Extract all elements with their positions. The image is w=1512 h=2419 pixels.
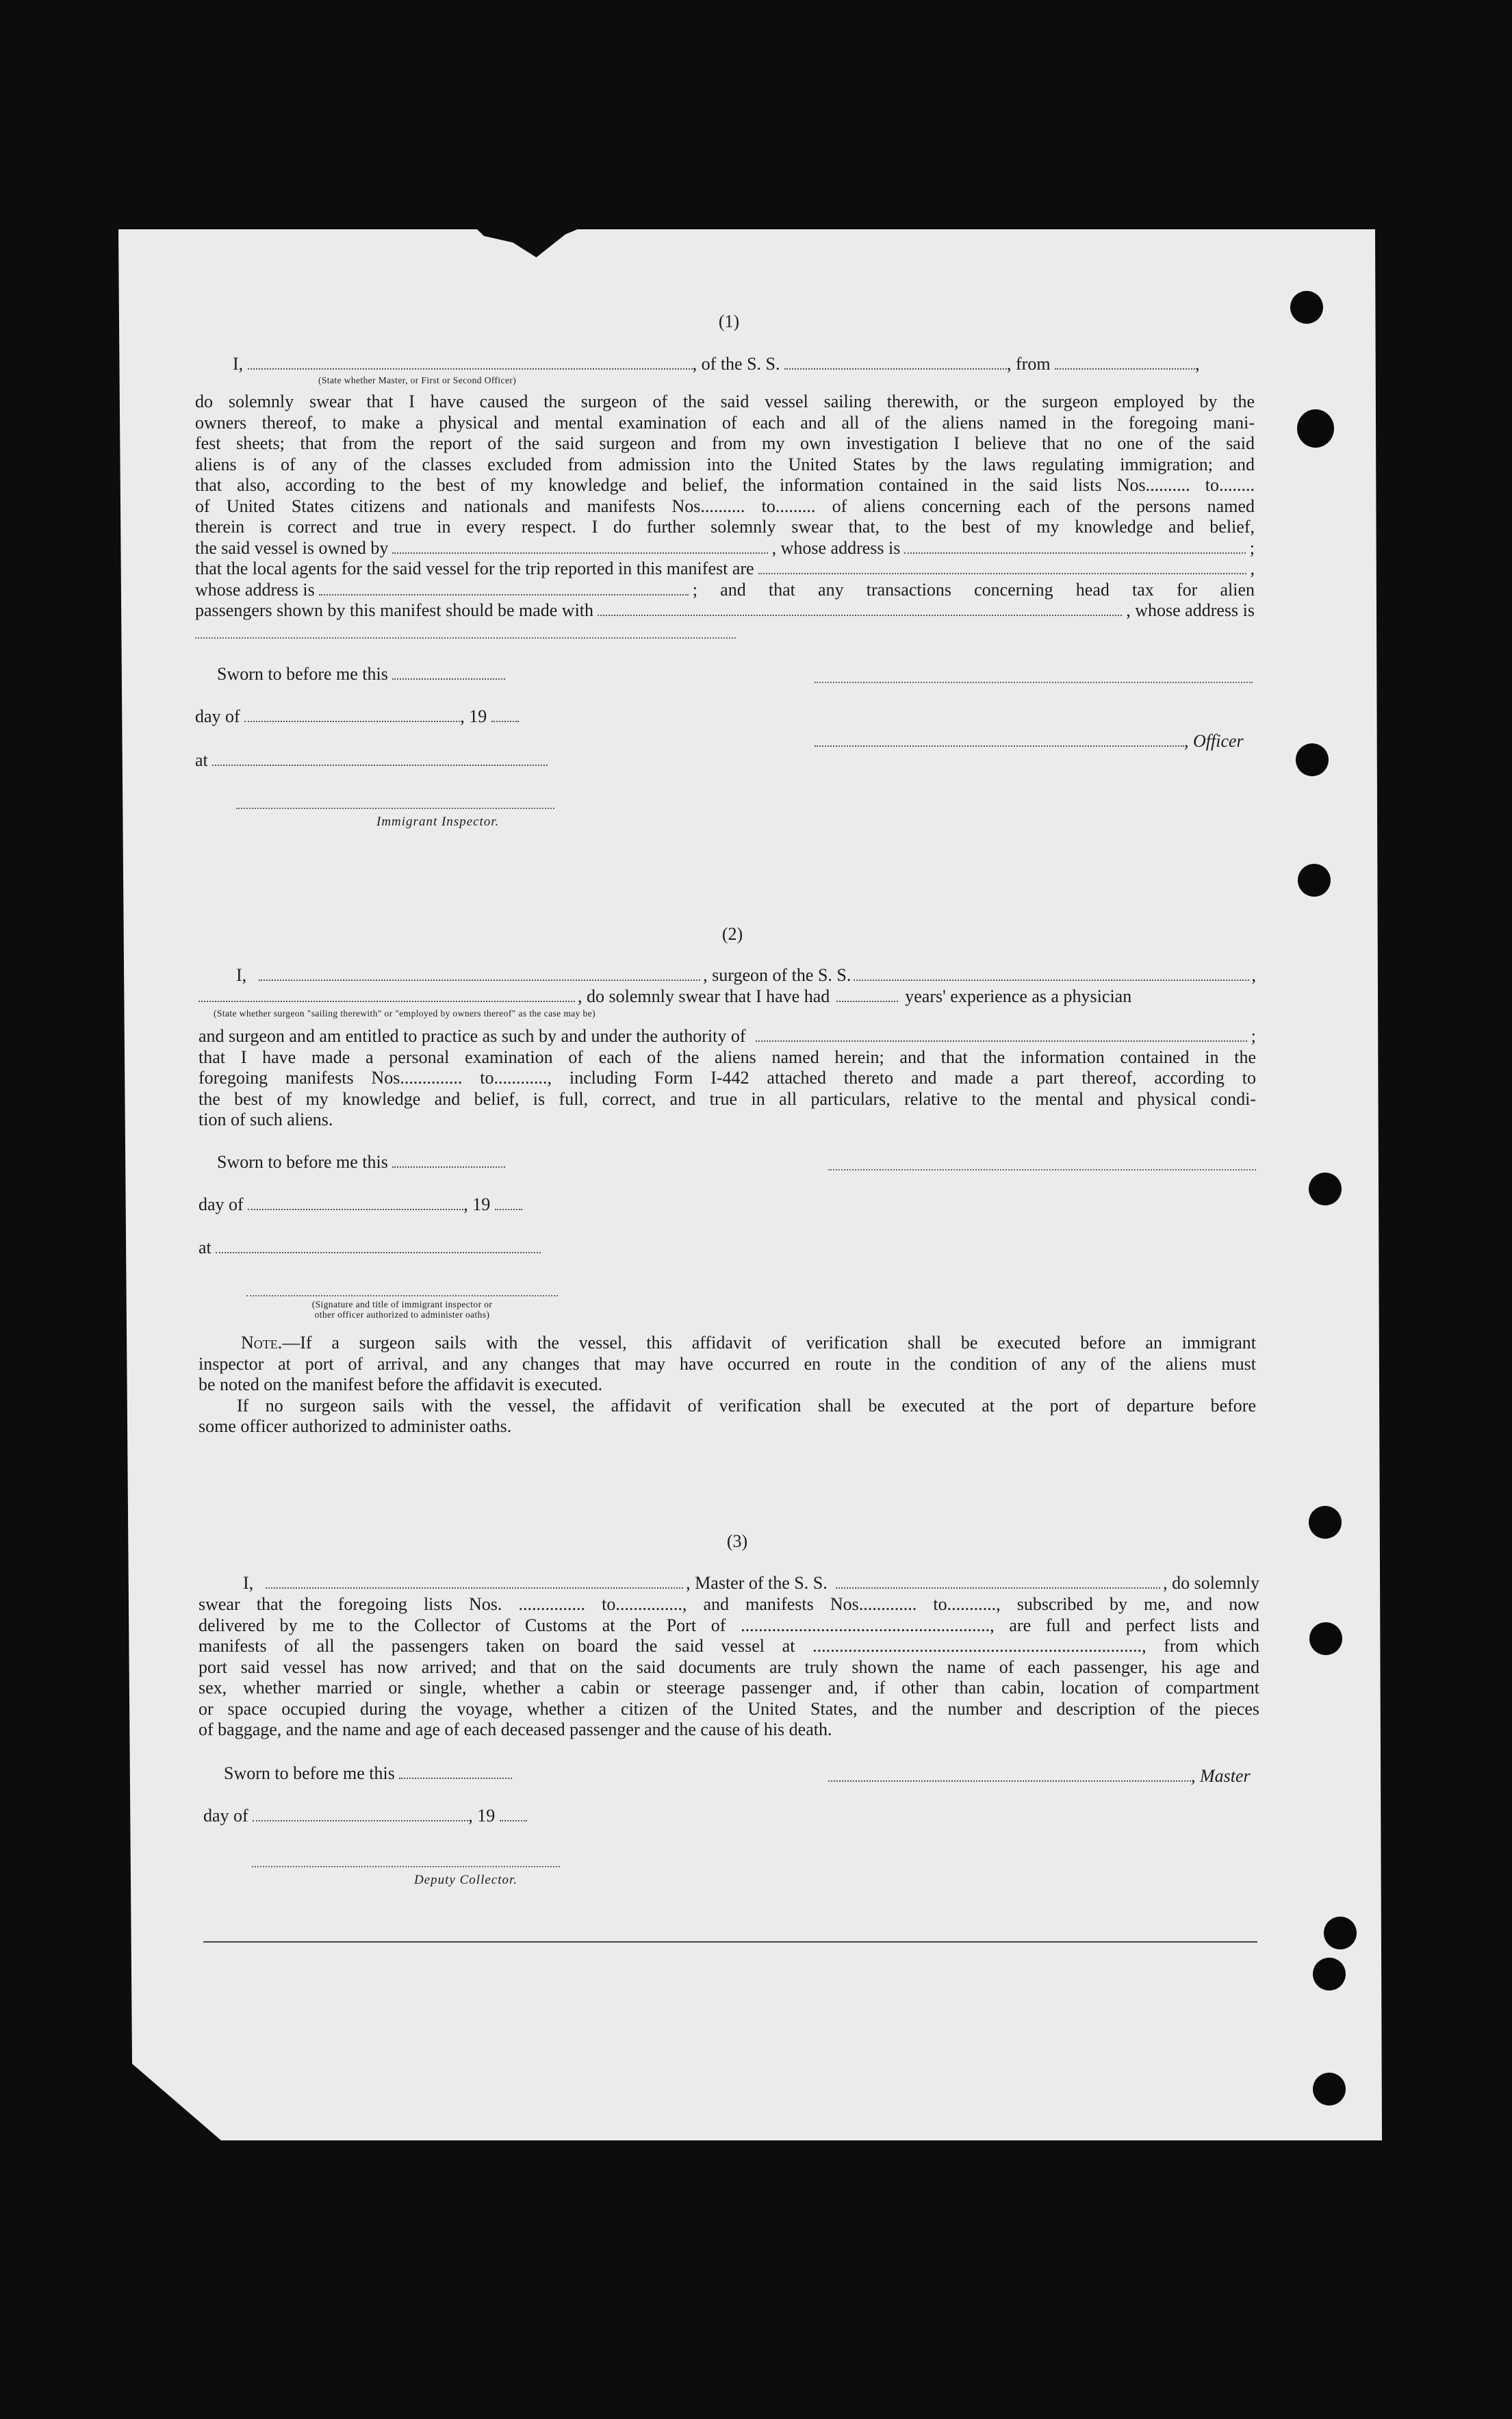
body-line: of United States citizens and nationals and manifests Nos.......... to......... of aliens concerning each of the persons named: [195, 496, 1255, 516]
body-line: or space occupied during the voyage, whether a citizen of the United States, and the number and description of the pieces: [198, 1698, 1259, 1719]
note2-line: If no surgeon sails with the vessel, the affidavit of verification shall be executed at the port of departure before: [237, 1395, 1256, 1416]
year-field-3[interactable]: [500, 1808, 527, 1821]
head-tax-party-field[interactable]: [598, 602, 1122, 616]
text: ;: [1249, 537, 1255, 558]
sworn-date-field[interactable]: [392, 666, 505, 680]
place-field-2[interactable]: [216, 1240, 541, 1253]
body-line: manifests of all the passengers taken on board the said vessel at .........................................................................., from which: [198, 1636, 1259, 1656]
text: I,: [243, 1573, 254, 1593]
text: , 19: [460, 706, 487, 726]
inspector-signature-line-2[interactable]: [246, 1295, 558, 1296]
text: other officer authorized to administer oaths): [314, 1309, 490, 1320]
collector-label: Deputy Collector.: [414, 1873, 518, 1887]
section2-line1: [236, 965, 1256, 986]
address-continuation-line[interactable]: [195, 637, 736, 639]
text: , surgeon of the S. S.: [703, 965, 851, 985]
signature-line[interactable]: [815, 682, 1253, 683]
note-line: be noted on the manifest before the affidavit is executed.: [198, 1374, 603, 1394]
text: , do solemnly swear that I have had: [578, 986, 830, 1006]
surgeon-name-field[interactable]: [259, 967, 700, 981]
section1-sworn: [217, 664, 505, 685]
text: years' experience as a physician: [905, 986, 1132, 1006]
body-line: of baggage, and the name and age of each deceased passenger and the cause of his death.: [198, 1719, 832, 1739]
text: , 19: [463, 1194, 491, 1214]
signature-caption: [233, 1299, 572, 1320]
collector-signature-line[interactable]: [252, 1866, 560, 1867]
sworn-date-field-3[interactable]: [399, 1765, 512, 1779]
text: , 19: [468, 1806, 496, 1826]
body-line: port said vessel has now arrived; and that on the said documents are truly shown the name of each passenger, his age and: [198, 1656, 1259, 1677]
text: , do solemnly: [1163, 1573, 1259, 1593]
text: day of: [195, 706, 240, 726]
officer-name-field[interactable]: [248, 356, 693, 370]
punch-hole: [1313, 1958, 1346, 1991]
text: day of: [203, 1806, 248, 1826]
punch-hole: [1290, 291, 1323, 324]
passengers-line: [195, 600, 1255, 622]
body-line: the best of my knowledge and belief, is full, correct, and true in all particulars, relative to the mental and physical condi-: [198, 1088, 1256, 1109]
place-field[interactable]: [212, 752, 548, 766]
section3-heading: (3): [726, 1531, 748, 1551]
body-line: fest sheets; that from the report of the said surgeon and from my own investigation I believe that no one of the said: [195, 433, 1255, 453]
text: Sworn to before me this: [224, 1763, 395, 1783]
text: and surgeon and am entitled to practice as such by and under the authority of: [198, 1026, 746, 1046]
text: at: [198, 1238, 212, 1257]
master-signature-field[interactable]: [828, 1768, 1191, 1782]
text: , of the S. S.: [692, 354, 780, 374]
section3-line1: [243, 1573, 1259, 1594]
years-experience-field[interactable]: [836, 988, 898, 1002]
body-line: therein is correct and true in every respect. I do further solemnly swear that, to the best of my knowledge and belief,: [195, 517, 1255, 537]
ship-name-field[interactable]: [784, 356, 1007, 370]
section1-body: [195, 392, 1255, 622]
punch-hole: [1297, 409, 1334, 448]
month-field-2[interactable]: [248, 1196, 463, 1210]
surgeon-signature-line[interactable]: [828, 1169, 1256, 1170]
body-line: sex, whether married or single, whether a cabin or steerage passenger and, if other than cabin, location of compartment: [198, 1678, 1259, 1698]
officer-signature-field[interactable]: [815, 733, 1184, 747]
punch-hole: [1309, 1622, 1342, 1655]
section2-heading: (2): [721, 924, 743, 944]
section2-at: [198, 1238, 541, 1259]
authority-field[interactable]: [756, 1028, 1247, 1042]
text: at: [195, 750, 208, 770]
body-line: swear that the foregoing lists Nos. ............... to..............., and manifests Nos............. to..........., subscribed by me, and now: [198, 1594, 1259, 1614]
text: ;: [1251, 1026, 1256, 1046]
surgeon-caption: (State whether surgeon "sailing therewith" or "employed by owners thereof" as the case may be): [214, 1008, 595, 1019]
punch-hole: [1298, 864, 1331, 897]
body-line: foregoing manifests Nos.............. to............, including Form I-442 attached thereto and made a part thereof, according to: [198, 1068, 1256, 1088]
body-line: that I have made a personal examination of each of the aliens named herein; and that the information contained in the: [198, 1047, 1256, 1067]
note-line: inspector at port of arrival, and any changes that may have occurred en route in the condition of any of the aliens must: [198, 1353, 1256, 1374]
section1-day: [195, 706, 519, 728]
ship-name-field-2[interactable]: [854, 967, 1248, 981]
punch-hole: [1313, 2073, 1346, 2106]
text: ,: [1195, 354, 1200, 374]
authority-line: [198, 1026, 1256, 1047]
punch-hole: [1309, 1506, 1342, 1539]
text: , Master: [1191, 1766, 1251, 1786]
text: , whose address is: [1126, 600, 1255, 620]
section2-day: [198, 1194, 522, 1216]
text: , from: [1007, 354, 1051, 374]
month-field-3[interactable]: [253, 1808, 468, 1821]
origin-port-field[interactable]: [1055, 356, 1195, 370]
punch-hole: [1296, 743, 1329, 776]
section3-body: [198, 1594, 1259, 1741]
text: whose address is: [195, 579, 315, 600]
text: —If a surgeon sails with the vessel, this affidavit of verification shall be executed before an immigrant: [282, 1333, 1256, 1353]
agents-line: [195, 559, 1255, 580]
section1-heading: (1): [718, 311, 740, 331]
agents-field[interactable]: [758, 561, 1246, 574]
punch-hole: [1324, 1917, 1357, 1949]
master-name-field[interactable]: [266, 1575, 683, 1589]
agents-address-field[interactable]: [319, 582, 689, 596]
text: ; and that any transactions concerning head tax for alien: [692, 579, 1255, 600]
year-field[interactable]: [491, 708, 519, 722]
text: , Officer: [1184, 731, 1244, 751]
text: passengers shown by this manifest should be made with: [195, 600, 594, 620]
bottom-rule: [203, 1941, 1257, 1943]
text: (Signature and title of immigrant inspector or: [311, 1299, 493, 1309]
section2-body: [198, 1026, 1256, 1131]
text: ,: [1251, 965, 1256, 985]
text: I,: [236, 965, 247, 985]
officer-caption: (State whether Master, or First or Second Officer): [318, 375, 517, 385]
note-line: [198, 1333, 1256, 1354]
officer-signature: [815, 731, 1244, 752]
text: that the local agents for the said vessel for the trip reported in this manifest are: [195, 559, 754, 578]
section3-day: [203, 1806, 527, 1827]
sworn-date-field-2[interactable]: [392, 1154, 505, 1168]
note2-line: some officer authorized to administer oaths.: [198, 1416, 512, 1436]
inspector-label: Immigrant Inspector.: [376, 815, 500, 829]
text: the said vessel is owned by: [195, 537, 389, 558]
body-line: tion of such aliens.: [198, 1110, 333, 1129]
inspector-signature-line[interactable]: [236, 808, 554, 809]
text: Sworn to before me this: [217, 664, 388, 684]
section2-sworn: [217, 1152, 505, 1173]
body-line: do solemnly swear that I have caused the surgeon of the said vessel sailing therewith, or the surgeon employed by the: [195, 392, 1255, 411]
text: I,: [233, 354, 244, 374]
owner-address-field[interactable]: [904, 540, 1245, 554]
owner-field[interactable]: [392, 540, 767, 554]
address-line: [195, 580, 1255, 601]
body-line: aliens is of any of the classes excluded from admission into the United States by the laws regulating immigration; and: [195, 454, 1255, 474]
year-field-2[interactable]: [495, 1196, 522, 1210]
section2-note: [198, 1333, 1256, 1437]
body-line: that also, according to the best of my knowledge and belief, the information contained in the said lists Nos.......... to........: [195, 475, 1255, 495]
owned-line: [195, 538, 1255, 559]
master-signature: [828, 1766, 1251, 1787]
note-label: Note.: [241, 1333, 283, 1353]
text: day of: [198, 1194, 244, 1214]
body-line: owners thereof, to make a physical and mental examination of each and all of the aliens named in the foregoing mani-: [195, 412, 1255, 433]
body-line: delivered by me to the Collector of Customs at the Port of ........................................................, are full and perfect lists and: [198, 1615, 1259, 1635]
text: , Master of the S. S.: [686, 1573, 828, 1593]
ship-name-field-3[interactable]: [836, 1575, 1160, 1589]
punch-hole: [1309, 1173, 1342, 1205]
text: , whose address is: [771, 537, 901, 558]
section1-at: [195, 750, 548, 771]
text: Sworn to before me this: [217, 1152, 388, 1172]
month-field[interactable]: [244, 708, 460, 722]
section3-sworn: [224, 1763, 512, 1784]
text: ,: [1250, 559, 1255, 578]
surgeon-status-field[interactable]: [198, 988, 575, 1002]
